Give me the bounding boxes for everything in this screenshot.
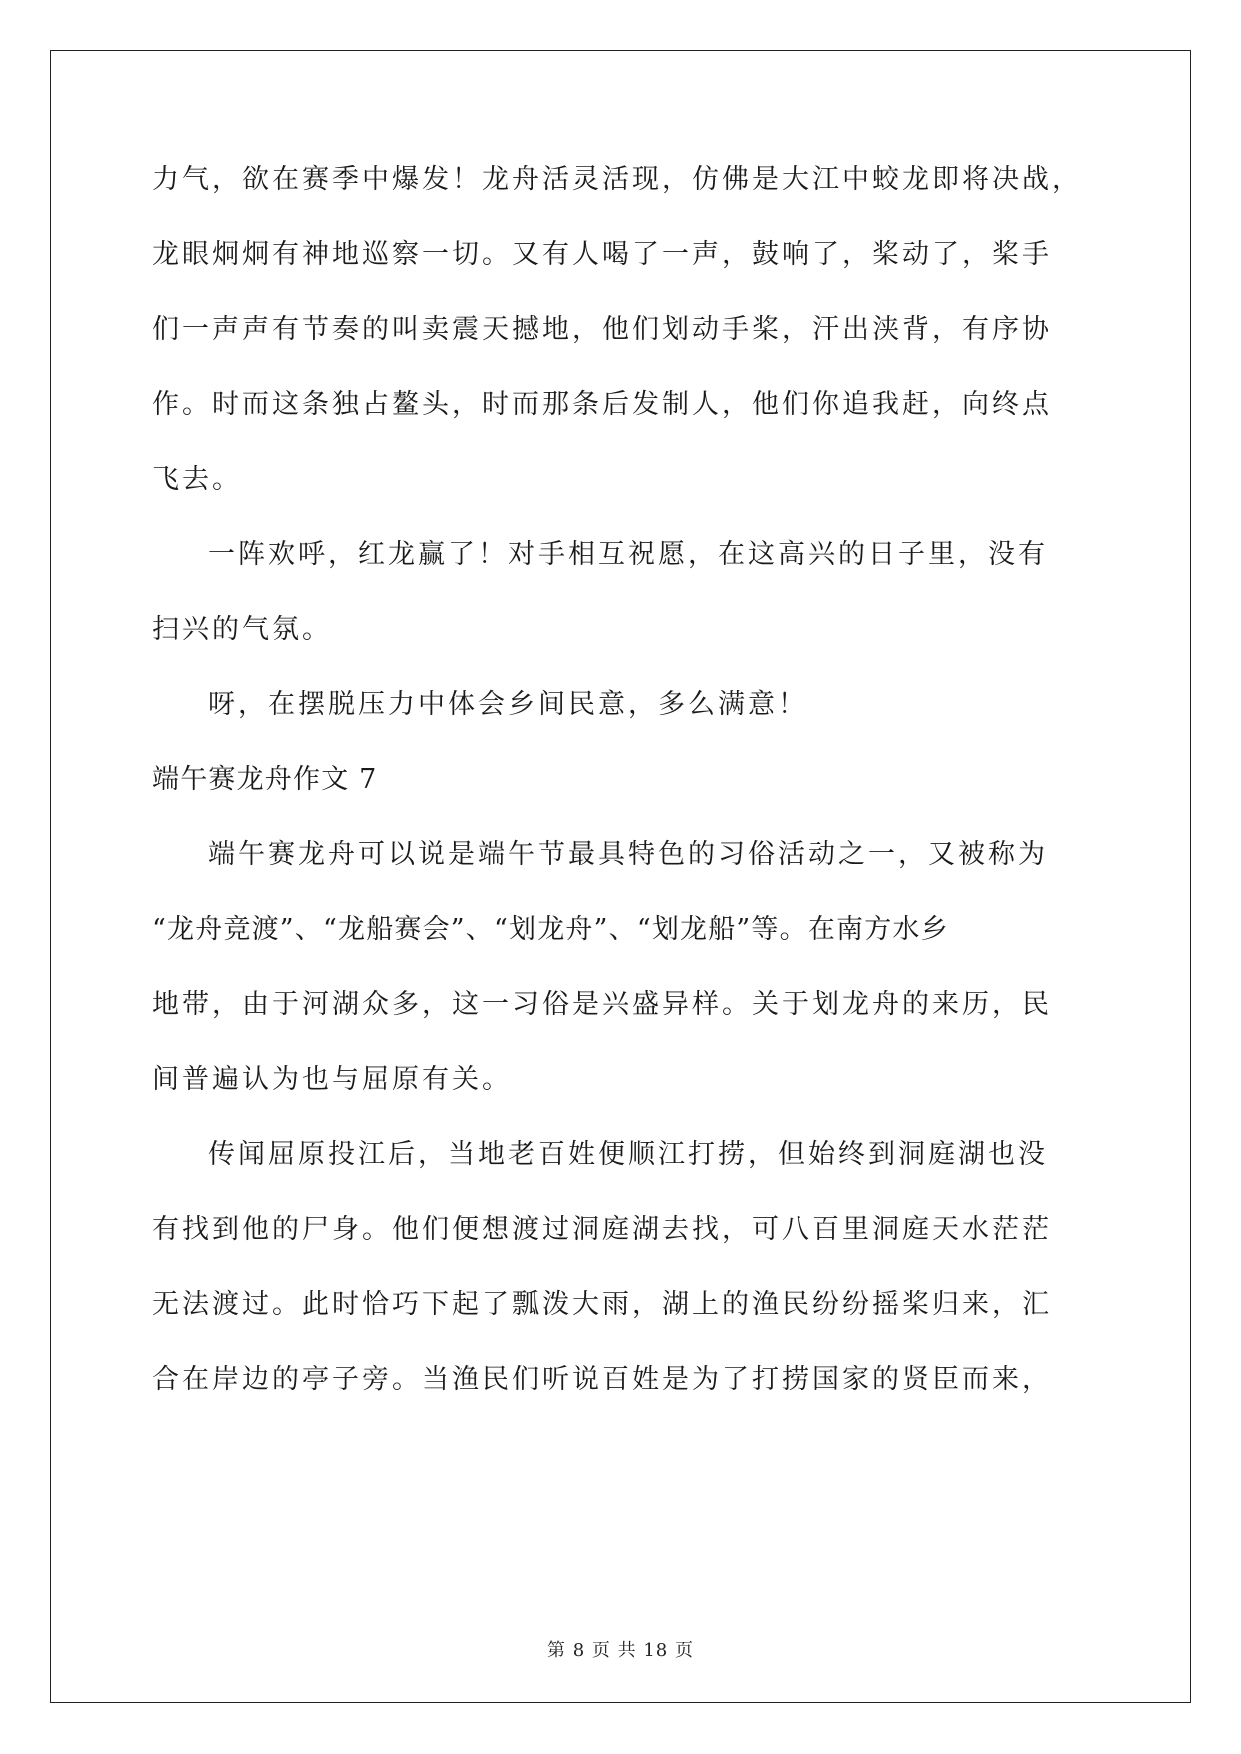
paragraph-line: 力气，欲在赛季中爆发！龙舟活灵活现，仿佛是大江中蛟龙即将决战， <box>152 164 1082 195</box>
paragraph-line: 有找到他的尸身。他们便想渡过洞庭湖去找，可八百里洞庭天水茫茫 <box>152 1214 1052 1245</box>
paragraph-line: 们一声声有节奏的叫卖震天撼地，他们划动手桨，汗出浃背，有序协 <box>152 314 1052 345</box>
page-border <box>50 50 1191 1703</box>
paragraph-line: 扫兴的气氛。 <box>152 614 332 645</box>
paragraph-line: 间普遍认为也与屈原有关。 <box>152 1064 512 1095</box>
section-heading: 端午赛龙舟作文 7 <box>152 764 378 795</box>
page-number-footer: 第 8 页 共 18 页 <box>547 1640 694 1661</box>
paragraph-first-line: 呀，在摆脱压力中体会乡间民意，多么满意！ <box>208 689 808 720</box>
paragraph-line: 飞去。 <box>152 464 242 495</box>
paragraph-first-line: 传闻屈原投江后，当地老百姓便顺江打捞，但始终到洞庭湖也没 <box>208 1139 1048 1170</box>
paragraph-line: 地带，由于河湖众多，这一习俗是兴盛异样。关于划龙舟的来历，民 <box>152 989 1052 1020</box>
paragraph-line: 龙眼炯炯有神地巡察一切。又有人喝了一声，鼓响了，桨动了，桨手 <box>152 239 1052 270</box>
paragraph-line: 无法渡过。此时恰巧下起了瓢泼大雨，湖上的渔民纷纷摇桨归来，汇 <box>152 1289 1052 1320</box>
paragraph-line: 作。时而这条独占鳌头，时而那条后发制人，他们你追我赶，向终点 <box>152 389 1052 420</box>
paragraph-line: “龙舟竞渡”、“龙船赛会”、“划龙舟”、“划龙船”等。在南方水乡 <box>152 914 949 945</box>
paragraph-first-line: 一阵欢呼，红龙赢了！对手相互祝愿，在这高兴的日子里，没有 <box>208 539 1048 570</box>
paragraph-line: 合在岸边的亭子旁。当渔民们听说百姓是为了打捞国家的贤臣而来， <box>152 1364 1052 1395</box>
paragraph-first-line: 端午赛龙舟可以说是端午节最具特色的习俗活动之一，又被称为 <box>208 839 1048 870</box>
